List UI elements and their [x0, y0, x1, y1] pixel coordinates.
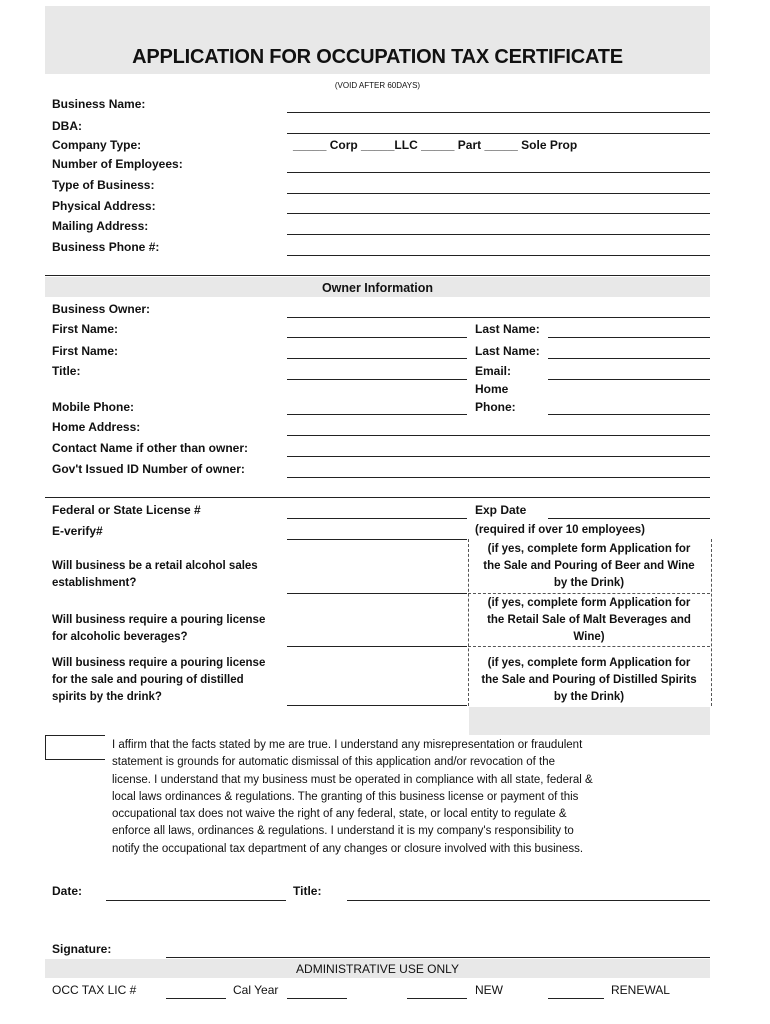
- contact-name-field[interactable]: [287, 456, 710, 457]
- renewal-field[interactable]: [548, 998, 604, 999]
- exp-date-field[interactable]: [548, 518, 710, 519]
- note-divider: [468, 646, 710, 647]
- everify-note: (required if over 10 employees): [475, 524, 646, 536]
- pouring-license-answer[interactable]: [287, 646, 467, 647]
- first-name-2-field[interactable]: [287, 358, 467, 359]
- spirits-license-note: (if yes, complete form Application for the Sale and Pouring of Distilled Spirits by the Drink): [481, 657, 697, 703]
- everify-field[interactable]: [287, 539, 467, 540]
- fed-license-label: Federal or State License #: [52, 503, 201, 517]
- company-type-label: Company Type:: [52, 138, 142, 152]
- form-title: APPLICATION FOR OCCUPATION TAX CERTIFICATE: [132, 46, 623, 68]
- gov-id-label: Gov't Issued ID Number of owner:: [52, 462, 245, 476]
- fed-license-field[interactable]: [287, 518, 467, 519]
- cal-year-field[interactable]: [287, 998, 347, 999]
- date-label: Date:: [52, 884, 83, 898]
- first-name-field[interactable]: [287, 337, 467, 338]
- home-phone-label-1: Home: [475, 382, 509, 396]
- business-type-label: Type of Business:: [52, 178, 155, 192]
- signature-field[interactable]: [166, 957, 710, 958]
- occ-tax-lic-field[interactable]: [166, 998, 226, 999]
- form-subtitle: (VOID AFTER 60DAYS): [334, 81, 421, 90]
- business-owner-field[interactable]: [287, 317, 710, 318]
- home-address-label: Home Address:: [52, 420, 141, 434]
- date-field[interactable]: [106, 900, 286, 901]
- section-divider: [45, 275, 710, 276]
- note-footer-band: [469, 707, 710, 735]
- home-phone-label-2: Phone:: [475, 400, 516, 414]
- physical-address-field[interactable]: [287, 213, 710, 214]
- home-address-field[interactable]: [287, 435, 710, 436]
- email-field[interactable]: [548, 379, 710, 380]
- employees-label: Number of Employees:: [52, 157, 183, 171]
- alcohol-retail-answer[interactable]: [287, 593, 467, 594]
- admin-header: ADMINISTRATIVE USE ONLY: [296, 962, 459, 976]
- gov-id-field[interactable]: [287, 477, 710, 478]
- home-phone-field[interactable]: [548, 414, 710, 415]
- last-name-label: Last Name:: [475, 322, 540, 336]
- exp-date-label: Exp Date: [475, 503, 527, 517]
- business-name-label: Business Name:: [52, 97, 146, 111]
- signer-title-label: Title:: [293, 884, 322, 898]
- business-name-field[interactable]: [287, 112, 710, 113]
- dba-label: DBA:: [52, 119, 82, 133]
- signer-title-field[interactable]: [347, 900, 710, 901]
- business-phone-field[interactable]: [287, 255, 710, 256]
- spirits-license-answer[interactable]: [287, 705, 467, 706]
- mailing-address-field[interactable]: [287, 234, 710, 235]
- cal-year-label: Cal Year: [233, 983, 279, 997]
- occ-tax-lic-label: OCC TAX LIC #: [52, 983, 137, 997]
- pouring-license-note: (if yes, complete form Application for the Retail Sale of Malt Beverages and Wine): [487, 597, 691, 643]
- affirm-initials-box[interactable]: [45, 735, 105, 760]
- owner-title-label: Title:: [52, 364, 81, 378]
- section-divider-2: [45, 497, 710, 498]
- note-divider: [468, 593, 710, 594]
- business-owner-label: Business Owner:: [52, 302, 151, 316]
- employees-field[interactable]: [287, 172, 710, 173]
- mobile-phone-field[interactable]: [287, 414, 467, 415]
- business-phone-label: Business Phone #:: [52, 240, 160, 254]
- renewal-label: RENEWAL: [611, 983, 670, 997]
- first-name-2-label: First Name:: [52, 344, 119, 358]
- alcohol-retail-question: Will business be a retail alcohol sales establishment?: [52, 560, 258, 589]
- owner-title-field[interactable]: [287, 379, 467, 380]
- spirits-license-question: Will business require a pouring license for the sale and pouring of distilled spirits by the drink?: [52, 657, 266, 703]
- last-name-2-field[interactable]: [548, 358, 710, 359]
- last-name-field[interactable]: [548, 337, 710, 338]
- everify-label: E-verify#: [52, 524, 103, 538]
- alcohol-retail-note: (if yes, complete form Application for the Sale and Pouring of Beer and Wine by the Drink): [483, 543, 695, 589]
- physical-address-label: Physical Address:: [52, 199, 156, 213]
- email-label: Email:: [475, 364, 512, 378]
- affirmation-text: I affirm that the facts stated by me are true. I understand any misrepresentation or fraudulent statement is grounds for automatic dismissal of this application and/or revocation of the license. I understand that my business must be operated in compliance with all state, federal & local laws ordinances & regulations. The granting of this business license or payment of this occupational tax does not waive the right of any federal, state, or local entity to regulate & enforce all laws, ordinances & regulations. I understand it is my company's responsibility to notify the occupational tax department of any changes or closure involved with this business.: [112, 739, 593, 855]
- new-label: NEW: [475, 983, 503, 997]
- mailing-address-label: Mailing Address:: [52, 219, 149, 233]
- last-name-2-label: Last Name:: [475, 344, 540, 358]
- owner-header: Owner Information: [321, 281, 434, 295]
- contact-name-label: Contact Name if other than owner:: [52, 441, 249, 455]
- dba-field[interactable]: [287, 133, 710, 134]
- company-type-options[interactable]: _____ Corp _____LLC _____ Part _____ Sole Prop: [293, 138, 578, 152]
- mobile-phone-label: Mobile Phone:: [52, 400, 134, 414]
- pouring-license-question: Will business require a pouring license for alcoholic beverages?: [52, 614, 266, 643]
- first-name-label: First Name:: [52, 322, 119, 336]
- business-type-field[interactable]: [287, 193, 710, 194]
- signature-label: Signature:: [52, 942, 112, 956]
- new-field[interactable]: [407, 998, 467, 999]
